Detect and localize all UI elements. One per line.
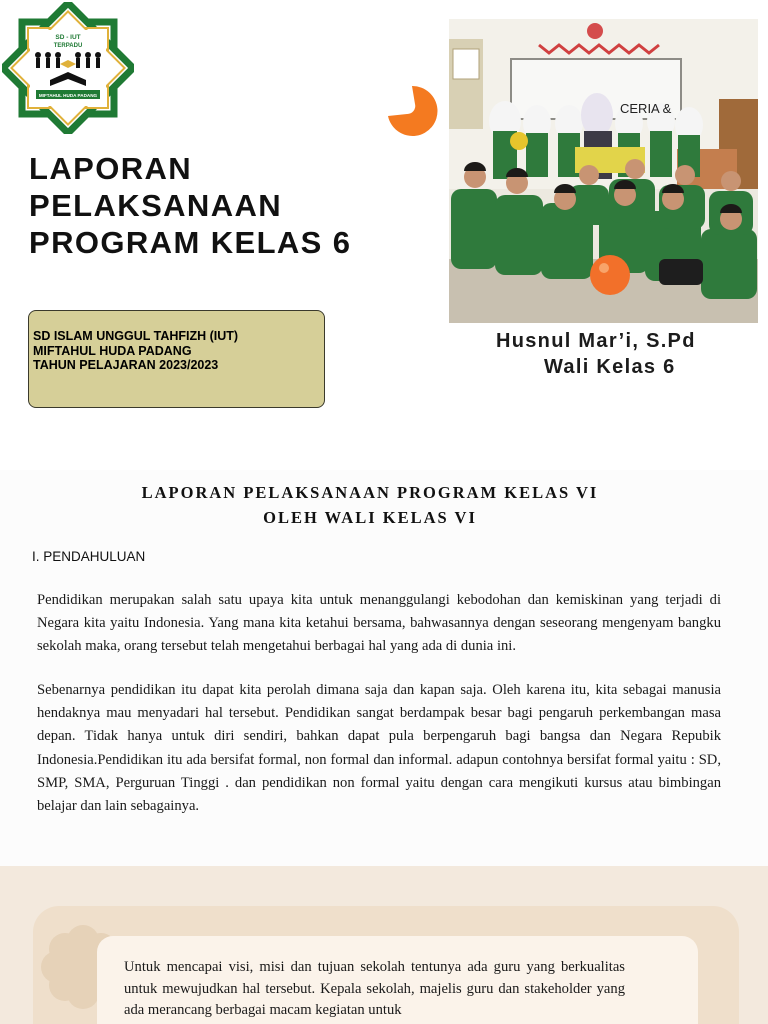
school-name-line-1: SD ISLAM UNGGUL TAHFIZH (IUT) <box>33 329 239 343</box>
report-page <box>0 470 768 866</box>
cover-title-line-1: LAPORAN <box>29 151 193 186</box>
teacher-name: Husnul Mar’i, S.Pd <box>496 330 696 352</box>
school-logo <box>2 2 134 134</box>
paragraph-2: Sebenarnya pendidikan itu dapat kita perolah dimana saja dan kapan saja. Oleh karena itu, kita sebagai manusia hendaknya mau menyadari hal tersebut. Pendidikan sangat berdampak besar bagi pengaruh perkembangan masa depan. Tidak hanya untuk diri sendiri, bahkan dapat pula berpengaruh bagi bangsa dan Negara Repubik Indonesia.Pendidikan itu ada bersifat formal, non formal dan informal. adapun contohnya bersifat formal yaitu : SD, SMP, SMA, Perguruan Tinggi . dan pendidikan non formal yaitu dengan cara mengikuti kursus atau bimbingan belajar dan lain sebagainya. <box>37 682 721 815</box>
closing-paragraph: Untuk mencapai visi, misi dan tujuan sekolah tentunya ada guru yang berkualitas untuk mewujudkan hal tersebut. Kepala sekolah, majelis guru dan stakeholder yang ada merancang berbagai macam kegiatan untuk <box>124 959 625 1018</box>
report-heading-line-1: LAPORAN PELAKSANAAN PROGRAM KELAS VI <box>141 483 599 502</box>
section-label-introduction: I. PENDAHULUAN <box>32 549 146 564</box>
school-info-box <box>28 310 325 408</box>
logo-text-line-3: MIFTAHUL HUDA PADANG <box>38 93 98 98</box>
orange-decoration-shape <box>385 84 439 138</box>
class-photo <box>449 19 758 323</box>
cover-title-line-3: PROGRAM KELAS 6 <box>29 225 352 260</box>
logo-text-line-2: TERPADU <box>53 43 83 49</box>
school-name-line-2: MIFTAHUL HUDA PADANG <box>33 343 192 358</box>
bottom-section <box>0 866 768 1024</box>
class-photo-illustration <box>449 19 758 323</box>
report-heading-line-2: OLEH WALI KELAS VI <box>263 508 477 527</box>
paragraph-1: Pendidikan merupakan salah satu upaya kita untuk menanggulangi kebodohan dan kemiskinan yang terjadi di Negara kita yaitu Indonesia. Yang mana kita ketahui bersama, bahwasannya dengan seseorang mengenyam bangku sekolah maka, orang tersebut telah mengetahui berbagai hal yang ada di dunia ini. <box>37 592 721 655</box>
cover-title <box>29 150 409 261</box>
photo-caption-text: CERIA & <box>620 101 672 116</box>
cover-title-line-2: PELAKSANAAN <box>29 188 283 223</box>
logo-text-line-1: SD - IUT <box>55 34 81 41</box>
teacher-role: Wali Kelas 6 <box>544 356 676 378</box>
school-year-line: TAHUN PELAJARAN 2023/2023 <box>33 358 219 372</box>
